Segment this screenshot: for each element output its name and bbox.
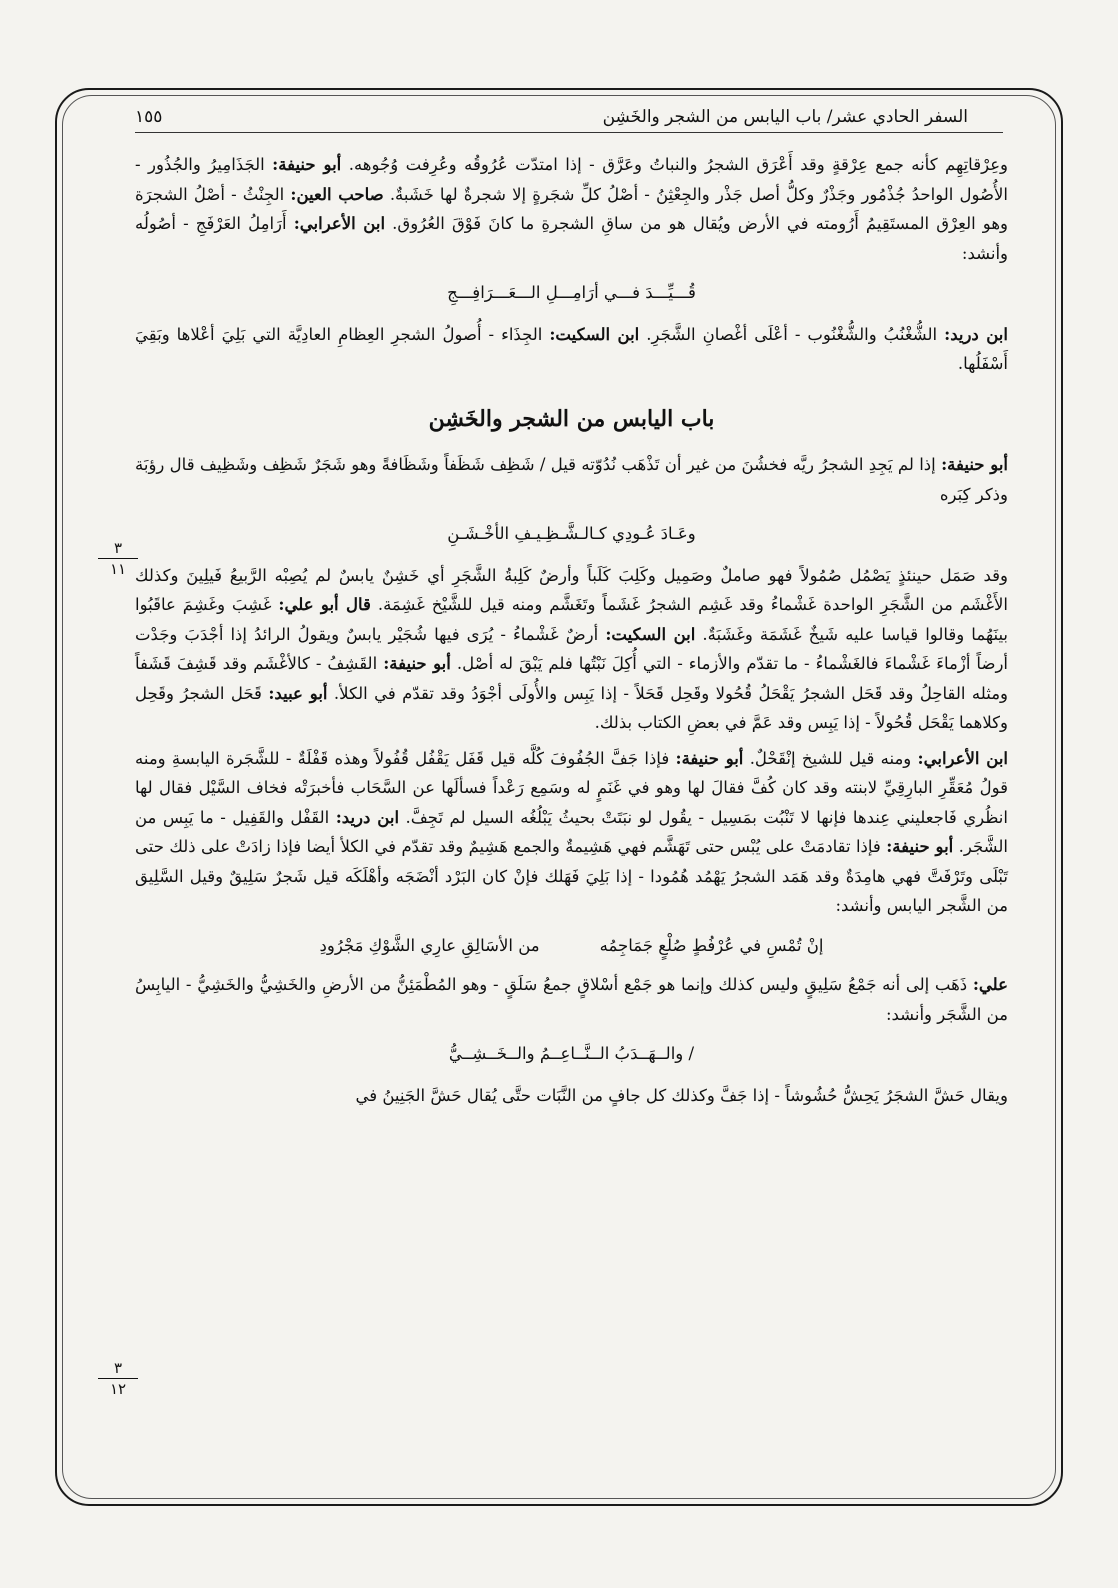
- section-title: باب اليابس من الشجر والخَشِن: [428, 405, 715, 432]
- paragraph: علي: ذَهَب إلى أنه جَمْعُ سَلِيقٍ وليس كذلك وإنما هو جَمْع أسْلاقٍ جمعُ سَلَقٍ - وهو المُطْمَئِنُّ من الأرضِ والخَشِيُّ والخَشِيُّ - اليابِسُ من الشَّجَر وأنشد:: [135, 975, 1008, 1024]
- paragraph: ويقال حَشَّ الشجَرُ يَحِشُّ حُشُوشاً - إذا جَفَّ وكذلك كل جافٍ من النَّبَات حتَّى يُقال حَشَّ الجَنِينُ في: [355, 1085, 1008, 1105]
- paragraph: وقد صَمَل حينئذٍ يَصْمُل صُمُولاً فهو صاملٌ وصَمِيل وكَلِبَ كَلَباً وأرضٌ كَلِبةُ الشَّجَرِ أي خَشِنٌ يابسٌ لم يُصِبْه الرَّبيعُ فَيلِينَ وكذلك الأَغْشَم من الشَّجَرِ الواحدة غَشْماءُ وقد غَشِم الشجرُ غَشَماً وتَغَشَّم ومنه قيل للشَّيْخ غَشِمَة. قال أبو علي: غَشِبَ وغَشِمَ عاقَبُوا بينَهُما وقالوا قياسا عليه شَيخٌ غَشَمَة وغَشَبَةٌ. ابن السكيت: أرضٌ غَشْماءُ - يُرَى فيها شُجَيْر يابسٌ ويقولُ الرائدُ إذا أجْدَبَ وجَدْت أرضاً أزْماءَ غَشْماءَ فالغَشْماءُ - ما تقدّم والأزماء - التي أُكِلَ نَبْتُها فلم يَبْقَ له أصْل. أبو حنيفة: القَشِفُ - كالأغْشَم وقد قَشِفَ قَشَفاً ومثله القاحِلُ وقد قَحَل الشجرُ يَقْحَلُ قُحُولا وقَحِل قَحَلاً - إذا يَبِس والأُولَى أجْوَدُ وقد تقدّم في الكلأ. أبو عبيد: قَحَل الشجرُ وقَحِل وكلاهما يَقْحَل قُحُولاً - إذا يَبِس وقد عَمَّ في بعضِ الكتاب بذلك.: [135, 565, 1009, 732]
- margin-reference: ٣ ١١: [98, 540, 138, 577]
- verse: قُـــيِّـــدَ فـــي أرَامِـــلِ الـــعَـــرَافِـــجِ: [447, 283, 696, 302]
- author-citation: أبو حنيفة:: [675, 748, 744, 768]
- running-title: السفر الحادي عشر/ باب اليابس من الشجر والخَشِن: [602, 107, 968, 127]
- author-citation: ابن الأعرابي:: [917, 748, 1009, 768]
- header-rule: [135, 132, 1003, 133]
- paragraph: أبو حنيفة: إذا لم يَجِدِ الشجرُ ريَّه فخشُنَ من غير أن تَذْهَب نُدُوّته قيل / شَظِف شَظَفاً وشَظَافةً وهو شَجَرٌ شَظِف وشَظِيف قال رؤبَة وذكر كِبَره: [135, 455, 1009, 504]
- verse: وعَـادَ عُـودِي كـالـشَّـظِـيـفِ الأخْـشَـنِ: [447, 524, 696, 543]
- verse: / والــهَــدَبُ الــنَّــاعِــمُ والــخَــشِــيُّ: [448, 1044, 695, 1063]
- page-body: [135, 150, 1008, 1493]
- verse-hemistich: من الأسَالِقِ عارِي الشَّوْكِ مَجْرُودِ: [319, 935, 540, 955]
- author-citation: أبو حنيفة:: [383, 654, 451, 673]
- page-number: ١٥٥: [135, 107, 163, 127]
- author-citation: ابن الأعرابي:: [293, 214, 386, 233]
- author-citation: أبو عبيد:: [268, 683, 328, 703]
- author-citation: قال أبو علي:: [278, 595, 371, 614]
- page-header: [135, 102, 968, 132]
- paragraph: ابن الأعرابي: ومنه قيل للشيخ إنْقَحْلٌ. أبو حنيفة: فإذا جَفَّ الجُفُوفَ كُلَّه قيل قَفَل يَقْفُل قُفُولاً وهذه قَفْلَةٌ - للشَّجَرة اليابسةِ ومنه قولُ مُعَقِّرِ البارِقِيِّ لابنته وقد كان كُفَّ فقالَ لها وهو في غَنَمٍ له وسَمِع رَعْداً فسألَها عن السَّحَاب فأخبرَتْه فخاف السَّيْل فقال لها انظُري فَاجعليني عِندها فإنها لا تَنْبُت بمَسِيل - يقُول لو نبَتَتْ بحيثُ يَبْلُغُه السيل لم تَجِفَّ. ابن دريد: القَفْل والقَفِيل - ما يَبِس من الشَّجَر. أبو حنيفة: فإذا تقادمَتْ على يُبْس حتى تَهَشَّم فهي هَشِيمةٌ والجمع هَشِيمٌ وقد تقدّم في الكلأ أيضا فإذا زادَتْ على ذلك حتى تَبْلَى وتَرْفَتَّ فهي هامِدَةٌ وقد هَمَد الشجرُ يَهْمُد هُمُودا - إذا بَلِيَ فَهَلك فإنْ كان البَرْد أنْضَجَه وأهْلَكَه قيل شَجرٌ سَلِيقٌ وقيل السَّلِيق من الشَّجر اليابس وأنشد:: [135, 748, 1009, 915]
- author-citation: علي:: [972, 975, 1008, 994]
- author-citation: صاحب العين:: [290, 184, 384, 204]
- verse-hemistich: إنْ تُمْسِ في عُرْفُطٍ صُلْعٍ جَمَاجِمُه: [599, 935, 824, 955]
- author-citation: ابن دريد:: [335, 807, 400, 827]
- verse-couplet: [135, 931, 1008, 961]
- author-citation: أبو حنيفة:: [886, 837, 954, 856]
- author-citation: أبو حنيفة:: [272, 155, 342, 174]
- margin-reference: ٣ ١٢: [98, 1360, 138, 1397]
- author-citation: أبو حنيفة:: [941, 455, 1009, 474]
- author-citation: ابن السكيت:: [549, 324, 640, 344]
- paragraph: ابن دريد: الشُّغْنُبُ والشُّغْنُوب - أعْلَى أغْصانِ الشَّجَرِ. ابن السكيت: الجِذَاء - أُصولُ الشجرِ العِظامِ العادِيَّة التي بَلِيَ أعْلاها وبَقِيَ أَسْفَلُها.: [135, 324, 1008, 373]
- author-citation: ابن السكيت:: [605, 624, 696, 644]
- paragraph: وعِرْقاتِهِم كأنه جمع عِرْقةٍ وقد أَعْرَق الشجرُ والنباتُ وعَرَّق - إذا امتدّت عُرُوقُه وعُرِفت وُجُوهه. أبو حنيفة: الجَذَامِيرُ والجُذُور - الأُصُول الواحدُ جُذْمُور وجَذْرٌ وكلُّ أصل جَذْر والجِعْثِنُ - أصْلُ كلِّ شجَرةٍ إلا شجرةٌ لها خَشَبةٌ. صاحب العين: الجِنْثُ - أصْلُ الشجرَة وهو العِرْق المستَقِيمُ أَرُومته في الأرض ويُقال هو من ساقِ الشجرةِ ما كانَ فَوْقَ العُرُوق. ابن الأعرابي: أَرَامِلُ العَرْفَجِ - أصُولُه وأنشد:: [135, 155, 1009, 263]
- author-citation: ابن دريد:: [944, 324, 1008, 344]
